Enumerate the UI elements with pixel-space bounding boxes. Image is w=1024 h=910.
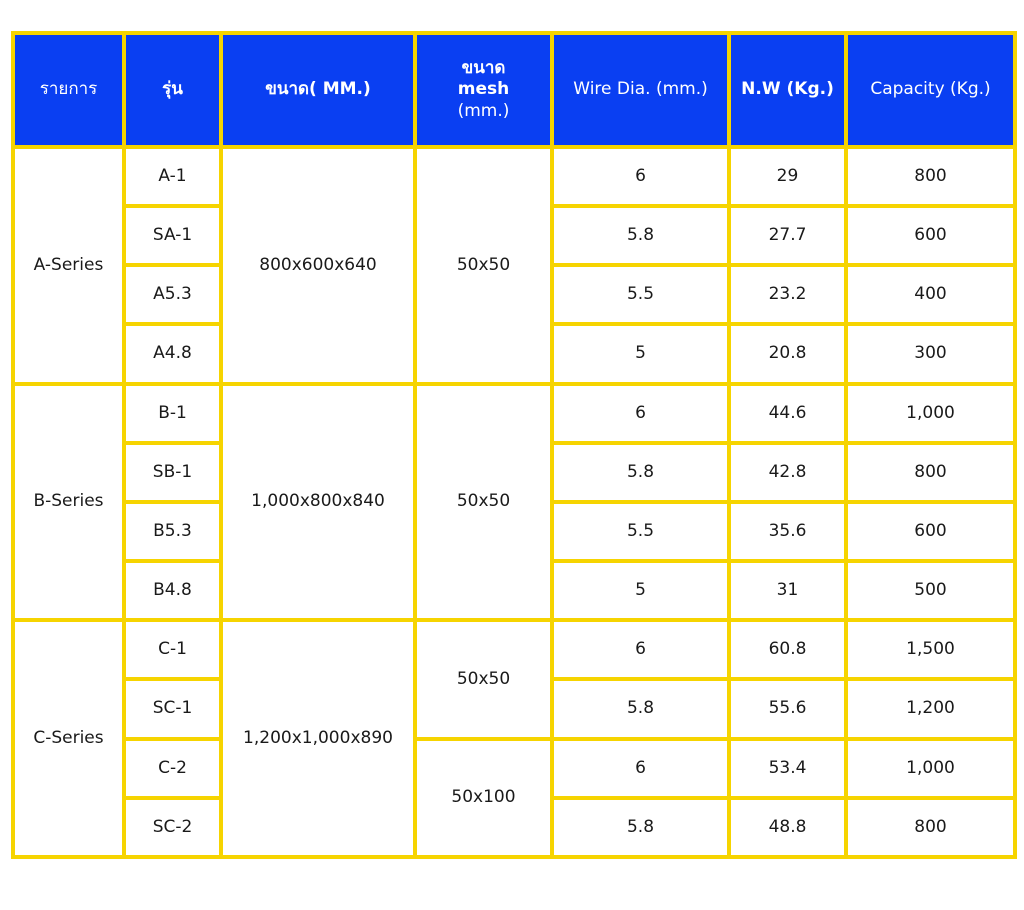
model-cell: A-1 [124,147,221,206]
capacity-cell: 1,000 [846,384,1015,443]
model-cell: B5.3 [124,502,221,561]
header-mesh-line1: ขนาด [461,58,506,79]
capacity-cell: 500 [846,561,1015,620]
table-row [13,147,1015,206]
model-cell: SA-1 [124,206,221,265]
nw-cell: 27.7 [729,206,846,265]
header-mesh [415,33,552,147]
capacity-cell: 1,200 [846,679,1015,738]
table-body [13,147,1015,857]
table-header [13,33,1015,147]
series-name-b: B-Series [13,384,124,621]
header-capacity: Capacity (Kg.) [846,33,1015,147]
wire-cell: 5.5 [552,502,729,561]
wire-cell: 5 [552,324,729,383]
header-nw: N.W (Kg.) [729,33,846,147]
mesh-cell-c1: 50x50 [415,620,552,738]
nw-cell: 31 [729,561,846,620]
nw-cell: 44.6 [729,384,846,443]
wire-cell: 5.8 [552,679,729,738]
header-size: ขนาด( MM.) [221,33,415,147]
header-mesh-line2: mesh [457,79,510,100]
mesh-cell-c2: 50x100 [415,739,552,857]
model-cell: SC-2 [124,798,221,857]
mesh-cell-a: 50x50 [415,147,552,384]
nw-cell: 60.8 [729,620,846,679]
nw-cell: 23.2 [729,265,846,324]
capacity-cell: 600 [846,206,1015,265]
series-name-c: C-Series [13,620,124,857]
model-cell: C-2 [124,739,221,798]
size-cell-b: 1,000x800x840 [221,384,415,621]
wire-cell: 6 [552,384,729,443]
wire-cell: 6 [552,620,729,679]
table-row [13,739,1015,798]
model-cell: B4.8 [124,561,221,620]
capacity-cell: 800 [846,443,1015,502]
wire-cell: 5 [552,561,729,620]
capacity-cell: 1,000 [846,739,1015,798]
wire-cell: 5.8 [552,206,729,265]
nw-cell: 20.8 [729,324,846,383]
capacity-cell: 800 [846,147,1015,206]
model-cell: A5.3 [124,265,221,324]
nw-cell: 53.4 [729,739,846,798]
header-model: รุ่น [124,33,221,147]
capacity-cell: 800 [846,798,1015,857]
wire-cell: 6 [552,147,729,206]
table-row [13,384,1015,443]
model-cell: A4.8 [124,324,221,383]
wire-cell: 6 [552,739,729,798]
capacity-cell: 400 [846,265,1015,324]
model-cell: SC-1 [124,679,221,738]
mesh-cell-b: 50x50 [415,384,552,621]
capacity-cell: 600 [846,502,1015,561]
header-row [13,33,1015,147]
nw-cell: 42.8 [729,443,846,502]
header-wire-dia: Wire Dia. (mm.) [552,33,729,147]
header-item: รายการ [13,33,124,147]
nw-cell: 55.6 [729,679,846,738]
nw-cell: 35.6 [729,502,846,561]
capacity-cell: 1,500 [846,620,1015,679]
wire-cell: 5.5 [552,265,729,324]
model-cell: SB-1 [124,443,221,502]
series-name-a: A-Series [13,147,124,384]
wire-cell: 5.8 [552,798,729,857]
nw-cell: 48.8 [729,798,846,857]
size-cell-c: 1,200x1,000x890 [221,620,415,857]
model-cell: C-1 [124,620,221,679]
wire-cell: 5.8 [552,443,729,502]
nw-cell: 29 [729,147,846,206]
capacity-cell: 300 [846,324,1015,383]
header-mesh-line3: (mm.) [457,100,510,121]
size-cell-a: 800x600x640 [221,147,415,384]
model-cell: B-1 [124,384,221,443]
table-row [13,620,1015,679]
spec-table [11,31,1017,859]
